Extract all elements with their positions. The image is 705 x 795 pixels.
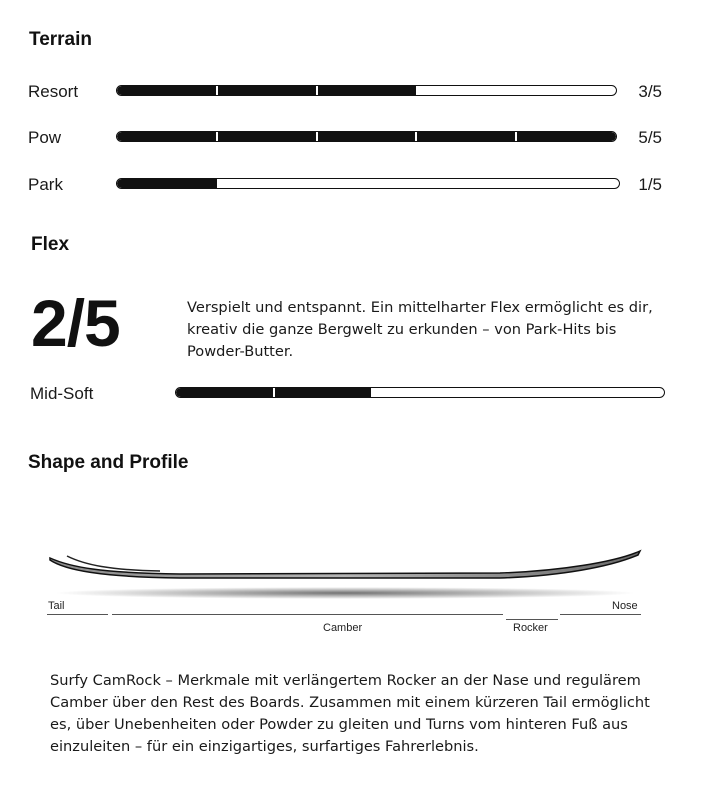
terrain-bar-pow [116,131,617,142]
shape-heading: Shape and Profile [28,452,189,473]
flex-score: 2/5 [31,286,120,360]
flex-description: Verspielt und entspannt. Ein mittelharter Flex ermöglicht es dir, kreativ die ganze Bergwelt zu erkunden – von Park-Hits bis Powder-Butter. [187,299,653,360]
flex-heading: Flex [31,234,70,255]
terrain-bar-park [116,178,620,189]
rocker-rule [506,619,558,620]
board-profile-graphic [40,540,650,605]
terrain-bar-park-fill [117,179,217,188]
terrain-bar-resort-segment-divider [316,86,318,95]
board-shape [50,551,640,578]
nose-rule [560,614,641,615]
terrain-bar-resort-segment-divider [216,86,218,95]
shape-description: Surfy CamRock – Merkmale mit verlängertem Rocker an der Nase und regulärem Camber über den Rest des Boards. Zusammen mit einem kürzeren Tail ermöglicht es, über Unebenheiten oder Powder zu gleiten und Turns vom hinteren Fuß aus einzuleiten – für ein einzigartiges, surfartiges Fahrerlebnis. [50,672,650,755]
flex-bar-segment-divider [273,388,275,397]
flex-level-label: Mid-Soft [30,384,94,403]
nose-label: Nose [612,600,638,612]
terrain-bar-pow-segment-divider [216,132,218,141]
rocker-label: Rocker [513,622,548,634]
camber-rule [112,614,503,615]
board-shadow [55,587,635,599]
terrain-score-park: 1/5 [638,175,662,194]
terrain-bar-resort-fill [117,86,416,95]
terrain-score-resort: 3/5 [638,82,662,101]
tail-rule [47,614,108,615]
terrain-bar-pow-segment-divider [415,132,417,141]
terrain-bar-resort [116,85,617,96]
tail-label: Tail [48,600,65,612]
terrain-label-park: Park [28,175,63,194]
terrain-heading: Terrain [29,29,93,50]
terrain-label-resort: Resort [28,82,79,101]
terrain-label-pow: Pow [28,128,62,147]
flex-bar [175,387,665,398]
terrain-bar-pow-segment-divider [515,132,517,141]
camber-label: Camber [323,622,363,634]
terrain-score-pow: 5/5 [638,128,662,147]
terrain-bar-pow-fill [117,132,616,141]
terrain-bar-pow-segment-divider [316,132,318,141]
